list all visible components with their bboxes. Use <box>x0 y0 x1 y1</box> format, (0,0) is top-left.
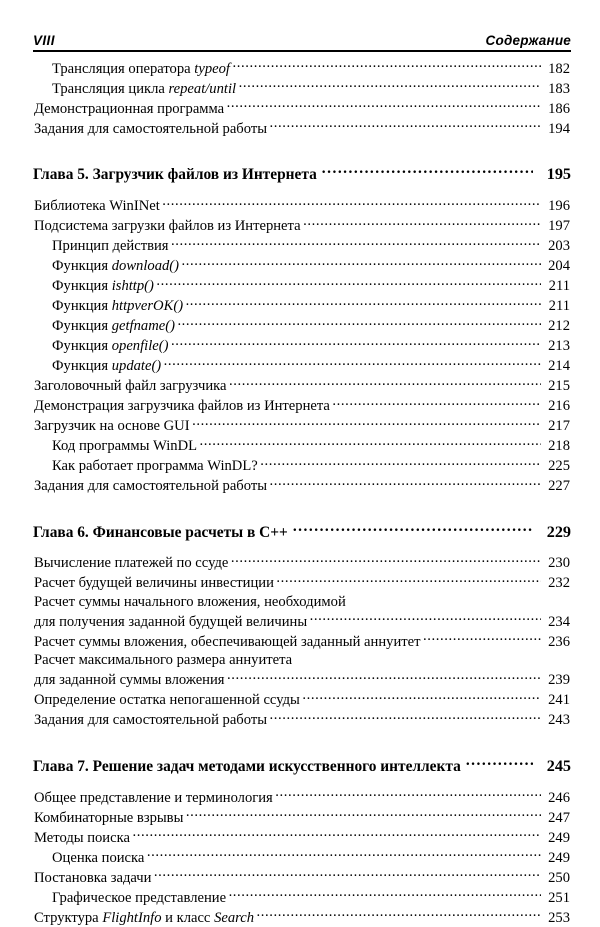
running-head <box>33 22 571 52</box>
dot-leader <box>147 847 541 862</box>
toc-entry-label: Расчет суммы вложения, обеспечивающей заданный аннуитет <box>34 633 421 650</box>
dot-leader <box>239 78 541 93</box>
dot-leader <box>257 907 541 922</box>
dot-leader <box>200 435 541 450</box>
dot-leader <box>192 415 541 430</box>
toc-entry-label: Комбинаторные взрывы <box>34 809 184 826</box>
toc-page-number: 211 <box>548 277 570 294</box>
toc-page-number: 246 <box>548 789 570 806</box>
dot-leader <box>293 521 533 536</box>
toc-entry-label: Демонстрационная программа <box>34 100 225 117</box>
toc-page-number: 182 <box>548 60 570 77</box>
toc-entry-label: Вычисление платежей по ссуде <box>34 555 229 572</box>
toc-entry-code-term: typeof <box>194 60 230 77</box>
toc-entry[interactable] <box>0 907 600 927</box>
dot-leader <box>303 215 541 230</box>
toc-page-number: 227 <box>548 477 570 494</box>
toc-page-number: 215 <box>548 377 570 394</box>
toc-chapter-page-number: 245 <box>546 756 571 775</box>
toc-entry-label: Определение остатка непогашенной ссуды <box>34 692 300 709</box>
dot-leader <box>270 118 541 133</box>
toc-entry-label: Функция getfname() <box>52 317 175 334</box>
toc-entry[interactable] <box>0 690 600 710</box>
toc-entry-label: Загрузчик на основе GUI <box>34 417 190 434</box>
section-spacer <box>0 138 600 164</box>
toc-page-number: 196 <box>548 197 570 214</box>
section-spacer <box>0 730 600 756</box>
dot-leader <box>132 827 541 842</box>
toc-entry[interactable] <box>0 435 600 455</box>
toc-entry[interactable] <box>0 195 600 215</box>
toc-page-number: 218 <box>548 437 570 454</box>
dot-leader <box>171 335 541 350</box>
toc-page-number: 186 <box>548 100 570 117</box>
toc-entry[interactable] <box>0 255 600 275</box>
toc-page-number: 241 <box>548 692 570 709</box>
toc-chapter-heading[interactable] <box>0 521 600 542</box>
toc-page-number: 217 <box>548 417 570 434</box>
toc-page-number: 249 <box>548 829 570 846</box>
dot-leader <box>229 887 541 902</box>
dot-leader <box>310 611 541 626</box>
toc-entry-label: Код программы WinDL <box>52 437 198 454</box>
toc-entry-label: для заданной суммы вложения <box>34 672 225 689</box>
toc-entry-label: Функция update() <box>52 357 162 374</box>
toc-entry-label: Общее представление и терминология <box>34 789 273 806</box>
toc-page-number: 236 <box>548 633 570 650</box>
dot-leader <box>177 315 541 330</box>
toc-entry[interactable] <box>0 611 600 631</box>
toc-entry[interactable] <box>0 887 600 907</box>
dot-leader <box>182 255 541 270</box>
toc-page-number: 232 <box>548 575 570 592</box>
dot-leader <box>227 670 541 685</box>
toc-chapter-heading[interactable] <box>0 164 600 185</box>
toc-entry[interactable] <box>0 395 600 415</box>
toc-chapter-title: Глава 6. Финансовые расчеты в С++ <box>33 523 288 541</box>
toc-page-number: 247 <box>548 809 570 826</box>
toc-page-number: 239 <box>548 672 570 689</box>
dot-leader <box>156 275 541 290</box>
section-spacer <box>0 543 600 553</box>
toc-page-number: 183 <box>548 80 570 97</box>
dot-leader <box>232 58 541 73</box>
dot-leader <box>162 195 541 210</box>
toc-entry-label: Постановка задачи <box>34 869 152 886</box>
dot-leader <box>276 573 541 588</box>
toc-entry[interactable] <box>0 827 600 847</box>
toc-entry-label: Функция openfile() <box>52 337 169 354</box>
toc-entry-label: Задания для самостоятельной работы <box>34 477 268 494</box>
toc-entry-code-term: FlightInfo <box>102 909 162 926</box>
toc-chapter-page-number: 229 <box>546 522 571 541</box>
dot-leader <box>229 375 541 390</box>
toc-page-number: 194 <box>548 120 570 137</box>
toc-entry-label: Структура FlightInfo и класс Search <box>34 909 255 926</box>
toc-entry[interactable] <box>0 593 600 611</box>
toc-entry[interactable] <box>0 335 600 355</box>
toc-page-number: 234 <box>548 613 570 630</box>
toc-chapter-page-number: 195 <box>546 165 571 184</box>
toc-entry[interactable] <box>0 867 600 887</box>
toc-entry-label: Функция download() <box>52 257 180 274</box>
toc-page-number: 250 <box>548 869 570 886</box>
dot-leader <box>302 690 541 705</box>
toc-entry[interactable] <box>0 58 600 78</box>
toc-entry-label: Трансляция оператора typeof <box>52 60 230 77</box>
toc-entry-label: Заголовочный файл загрузчика <box>34 377 227 394</box>
toc-page-number: 230 <box>548 555 570 572</box>
toc-page-number: 253 <box>548 909 570 926</box>
dot-leader <box>231 553 541 568</box>
toc-entry-label: Расчет суммы начального вложения, необходимой <box>34 593 346 610</box>
dot-leader <box>186 295 541 310</box>
toc-page-number: 212 <box>548 317 570 334</box>
toc-entry[interactable] <box>0 553 600 573</box>
dot-leader <box>260 455 541 470</box>
toc-page-number: 214 <box>548 357 570 374</box>
dot-leader <box>154 867 541 882</box>
running-title: Содержание <box>485 33 571 48</box>
toc-entry-label: Оценка поиска <box>52 849 145 866</box>
toc-entry-code-term: repeat/until <box>168 80 237 97</box>
toc-entry[interactable] <box>0 315 600 335</box>
toc-entry-label: Задания для самостоятельной работы <box>34 120 268 137</box>
toc-entry-code-term: openfile() <box>111 337 169 354</box>
toc-entry[interactable] <box>0 98 600 118</box>
toc-entry[interactable] <box>0 807 600 827</box>
toc-entry-label: Трансляция цикла repeat/until <box>52 80 237 97</box>
toc-entry[interactable] <box>0 573 600 593</box>
dot-leader <box>270 710 541 725</box>
page-folio: VIII <box>33 33 55 48</box>
toc-page-number: 216 <box>548 397 570 414</box>
toc-entry-code-term: update() <box>111 357 162 374</box>
dot-leader <box>227 98 541 113</box>
dot-leader <box>186 807 541 822</box>
toc-entry[interactable] <box>0 670 600 690</box>
toc-entry-label: Расчет максимального размера аннуитета <box>34 652 293 669</box>
toc-chapter-title: Глава 5. Загрузчик файлов из Интернета <box>33 166 317 184</box>
toc-entry-code-term: Search <box>214 909 255 926</box>
toc-entry-label: Методы поиска <box>34 829 130 846</box>
toc-entry-code-term: httpverOK() <box>111 297 184 314</box>
toc-entry-label: Демонстрация загрузчика файлов из Интернета <box>34 397 330 414</box>
toc-page-number: 251 <box>548 889 570 906</box>
toc-entry[interactable] <box>0 710 600 730</box>
toc-page-number: 225 <box>548 457 570 474</box>
toc-entry-label: Функция ishttp() <box>52 277 154 294</box>
toc-entry-code-term: ishttp() <box>111 277 154 294</box>
toc-entry[interactable] <box>0 787 600 807</box>
dot-leader <box>466 756 533 771</box>
toc-entry[interactable] <box>0 455 600 475</box>
toc-entry[interactable] <box>0 275 600 295</box>
toc-page-number: 203 <box>548 237 570 254</box>
toc-entry-label: Подсистема загрузки файлов из Интернета <box>34 217 301 234</box>
toc-entry[interactable] <box>0 651 600 669</box>
toc-entry[interactable] <box>0 415 600 435</box>
toc-entry-label: Графическое представление <box>52 889 227 906</box>
toc-entry[interactable] <box>0 215 600 235</box>
dot-leader <box>164 355 541 370</box>
toc-entry-label: Принцип действия <box>52 237 169 254</box>
toc-entry-label: Библиотека WinINet <box>34 197 160 214</box>
toc-entry-label: Задания для самостоятельной работы <box>34 712 268 729</box>
dot-leader <box>322 164 533 179</box>
toc-entry[interactable] <box>0 295 600 315</box>
toc-entry-code-term: download() <box>111 257 180 274</box>
toc-page-number: 211 <box>548 297 570 314</box>
toc-entry[interactable] <box>0 118 600 138</box>
toc-entry[interactable] <box>0 235 600 255</box>
toc-entry-label: Функция httpverOK() <box>52 297 184 314</box>
toc-page-number: 204 <box>548 257 570 274</box>
section-spacer <box>0 777 600 787</box>
toc-entry-label: Расчет будущей величины инвестиции <box>34 575 274 592</box>
toc-page-number: 197 <box>548 217 570 234</box>
section-spacer <box>0 185 600 195</box>
toc-page-number: 213 <box>548 337 570 354</box>
toc-entry[interactable] <box>0 375 600 395</box>
toc-entry[interactable] <box>0 355 600 375</box>
toc-chapter-title: Глава 7. Решение задач методами искусственного интеллекта <box>33 757 461 775</box>
dot-leader <box>423 631 541 646</box>
toc-page-number: 249 <box>548 849 570 866</box>
toc-list <box>0 58 600 927</box>
toc-entry-label: для получения заданной будущей величины <box>34 613 308 630</box>
toc-entry-code-term: getfname() <box>111 317 175 334</box>
dot-leader <box>270 475 541 490</box>
toc-entry-label: Как работает программа WinDL? <box>52 457 258 474</box>
dot-leader <box>171 235 541 250</box>
dot-leader <box>332 395 541 410</box>
toc-entry[interactable] <box>0 631 600 651</box>
toc-entry[interactable] <box>0 475 600 495</box>
toc-page-number: 243 <box>548 712 570 729</box>
dot-leader <box>275 787 541 802</box>
toc-entry[interactable] <box>0 78 600 98</box>
section-spacer <box>0 495 600 521</box>
toc-chapter-heading[interactable] <box>0 756 600 777</box>
